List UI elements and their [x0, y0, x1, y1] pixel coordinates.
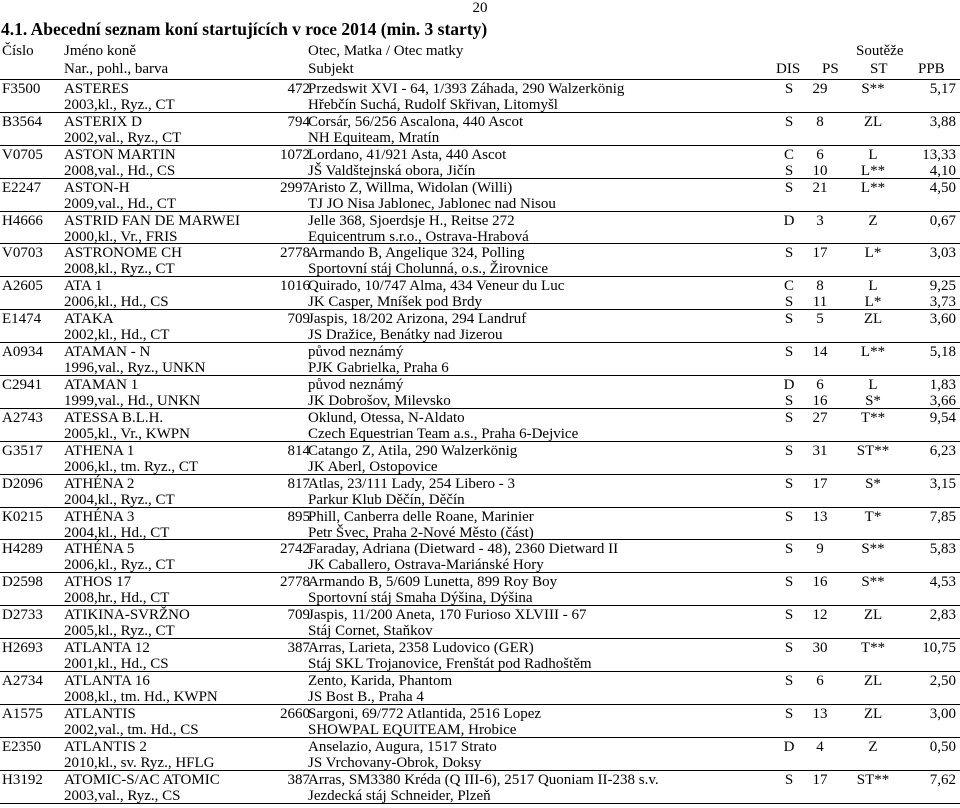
ps-1: 6 — [816, 673, 824, 690]
pedigree: Phill, Canberra delle Roane, Marinier — [308, 508, 534, 525]
horse-info: 2008,kl., tm. Hd., KWPN — [64, 689, 218, 706]
horse-id: A2734 — [2, 673, 43, 690]
horse-name: ASTON MARTIN — [64, 146, 176, 163]
table-row — [0, 179, 960, 212]
dis-1: S — [784, 640, 794, 657]
header-row-2 — [0, 60, 960, 78]
ppb-1: 3,03 — [929, 245, 956, 262]
horse-table — [0, 80, 960, 804]
st-1: ST** — [856, 771, 890, 788]
st-1: ZL — [863, 607, 883, 624]
subject: JŠ Valdštejnská obora, Jičín — [308, 162, 476, 179]
dis-1: S — [784, 344, 794, 361]
pedigree: Catango Z, Atila, 290 Walzerkönig — [308, 442, 518, 459]
subject: Jezdecká stáj Schneider, Plzeň — [308, 787, 491, 804]
dis-1: S — [784, 508, 794, 525]
dis-1: S — [784, 81, 794, 97]
pedigree: Zento, Karida, Phantom — [308, 673, 453, 690]
subject: Sportovní stáj Cholunná, o.s., Žirovnice — [308, 261, 548, 278]
horse-id: H3192 — [2, 771, 43, 788]
horse-id: A2605 — [2, 278, 43, 295]
st-1: Z — [868, 738, 878, 755]
sire-number: 895 — [287, 508, 310, 525]
horse-name: ATESSA B.L.H. — [64, 409, 164, 426]
horse-name: ATHÉNA 2 — [64, 475, 135, 492]
horse-name: ASTRID FAN DE MARWEI — [64, 212, 240, 229]
ppb-1: 5,17 — [929, 81, 956, 97]
table-row — [0, 212, 960, 245]
ppb-1: 3,15 — [929, 475, 956, 492]
st-1: S** — [861, 541, 885, 558]
ps-1: 29 — [812, 81, 828, 97]
dis-1: S — [784, 541, 794, 558]
pedigree: Armando B, Angelique 324, Polling — [308, 245, 525, 262]
horse-info: 2008,hr., Hd., CT — [64, 590, 170, 607]
sire-number: 2778 — [280, 574, 310, 591]
horse-name: ATAMAN 1 — [64, 377, 139, 394]
table-row — [0, 573, 960, 606]
horse-id: V0705 — [2, 146, 43, 163]
dis-1: C — [783, 146, 794, 163]
st-1: ZL — [863, 113, 883, 130]
table-row — [0, 771, 960, 804]
subject: Stáj SKL Trojanovice, Frenštát pod Radhoštěm — [308, 656, 592, 673]
sire-number: 2997 — [280, 179, 310, 196]
ppb-2: 3,66 — [929, 393, 956, 410]
horse-id: E2350 — [2, 738, 42, 755]
subject: JK Aberl, Ostopovice — [308, 458, 438, 475]
sire-number: 2778 — [280, 245, 310, 262]
st-2: S* — [865, 393, 881, 410]
horse-info: 2000,kl., Vr., FRIS — [64, 228, 178, 245]
header-ps: PS — [822, 61, 839, 77]
horse-name: ATLANTA 12 — [64, 640, 150, 657]
subject: Czech Equestrian Team a.s., Praha 6-Dejvice — [308, 425, 579, 442]
st-1: ZL — [863, 673, 883, 690]
ps-1: 27 — [812, 409, 828, 426]
horse-info: 1999,val., Hd., UNKN — [64, 393, 201, 410]
table-row — [0, 672, 960, 705]
sire-number: 794 — [287, 113, 310, 130]
horse-id: G3517 — [2, 442, 43, 459]
dis-1: S — [784, 245, 794, 262]
table-row — [0, 606, 960, 639]
pedigree: Arras, SM3380 Kréda (Q III-6), 2517 Quoniam II-238 s.v. — [308, 771, 659, 788]
header-subjekt: Subjekt — [308, 61, 354, 77]
table-row — [0, 508, 960, 541]
header-soutez: Soutěže — [856, 43, 904, 59]
horse-info: 2008,val., Hd., CS — [64, 162, 176, 179]
ppb-1: 3,88 — [929, 113, 956, 130]
header-row-1 — [0, 42, 960, 60]
dis-1: S — [784, 442, 794, 459]
header-jmeno: Jméno koně — [64, 43, 137, 59]
horse-name: ATA 1 — [64, 278, 103, 295]
horse-info: 2008,kl., Ryz., CT — [64, 261, 175, 278]
st-1: T* — [864, 508, 882, 525]
header-dis: DIS — [776, 61, 801, 77]
subject: TJ JO Nisa Jablonec, Jablonec nad Nisou — [308, 195, 556, 212]
ps-1: 8 — [816, 113, 824, 130]
table-row — [0, 146, 960, 179]
horse-name: ATIKINA-SVRŽNO — [64, 607, 190, 624]
horse-info: 2009,val., Hd., CT — [64, 195, 177, 212]
horse-id: D2733 — [2, 607, 43, 624]
table-row — [0, 80, 960, 113]
table-row — [0, 409, 960, 442]
pedigree: původ neznámý — [308, 344, 404, 361]
table-row — [0, 639, 960, 672]
pedigree: Corsár, 56/256 Ascalona, 440 Ascot — [308, 113, 524, 130]
ppb-1: 7,62 — [929, 771, 956, 788]
subject: NH Equiteam, Mratín — [308, 129, 440, 146]
sire-number: 2742 — [280, 541, 310, 558]
table-row — [0, 277, 960, 310]
ppb-1: 10,75 — [922, 640, 956, 657]
horse-name: ATHÉNA 3 — [64, 508, 135, 525]
pedigree: Jelle 368, Sjoerdsje H., Reitse 272 — [308, 212, 515, 229]
st-1: ZL — [863, 311, 883, 328]
horse-info: 2006,kl., Hd., CS — [64, 294, 169, 311]
subject: Stáj Cornet, Staňkov — [308, 623, 433, 640]
subject: JK Caballero, Ostrava-Mariánské Hory — [308, 557, 544, 574]
dis-1: S — [784, 475, 794, 492]
ps-1: 13 — [812, 705, 828, 722]
horse-id: H2693 — [2, 640, 43, 657]
ppb-1: 3,60 — [929, 311, 956, 328]
ps-1: 17 — [812, 475, 828, 492]
pedigree: Oklund, Otessa, N-Aldato — [308, 409, 465, 426]
horse-name: ATHOS 17 — [64, 574, 132, 591]
horse-name: ATHÉNA 5 — [64, 541, 135, 558]
pedigree: Quirado, 10/747 Alma, 434 Veneur du Luc — [308, 278, 565, 295]
horse-id: E2247 — [2, 179, 42, 196]
dis-1: C — [783, 278, 794, 295]
ppb-2: 3,73 — [929, 294, 956, 311]
horse-info: 2004,kl., Ryz., CT — [64, 491, 175, 508]
st-2: L* — [864, 294, 882, 311]
table-row — [0, 244, 960, 277]
sire-number: 709 — [287, 311, 310, 328]
pedigree: Arras, Larieta, 2358 Ludovico (GER) — [308, 640, 534, 657]
table-row — [0, 442, 960, 475]
dis-1: D — [783, 212, 795, 229]
st-1: L* — [864, 245, 882, 262]
horse-name: ASTERIX D — [64, 113, 142, 130]
subject: PJK Gabrielka, Praha 6 — [308, 360, 449, 377]
ppb-1: 3,00 — [929, 705, 956, 722]
horse-name: ATAKA — [64, 311, 114, 328]
st-1: T** — [860, 409, 886, 426]
pedigree: Atlas, 23/111 Lady, 254 Libero - 3 — [308, 475, 516, 492]
horse-name: ATOMIC-S/AC ATOMIC — [64, 771, 220, 788]
header-st: ST — [870, 61, 888, 77]
sire-number: 814 — [287, 442, 310, 459]
ppb-2: 4,10 — [929, 162, 956, 179]
dis-2: S — [784, 162, 794, 179]
ppb-1: 5,83 — [929, 541, 956, 558]
ps-2: 11 — [812, 294, 828, 311]
table-row — [0, 113, 960, 146]
ps-1: 21 — [812, 179, 828, 196]
sire-number: 1016 — [280, 278, 310, 295]
ps-1: 8 — [816, 278, 824, 295]
ps-1: 31 — [812, 442, 828, 459]
st-1: L** — [860, 179, 886, 196]
subject: JK Dobrošov, Milevsko — [308, 393, 451, 410]
ppb-1: 7,85 — [929, 508, 956, 525]
ppb-1: 1,83 — [929, 377, 956, 394]
dis-1: S — [784, 311, 794, 328]
dis-1: S — [784, 607, 794, 624]
ps-1: 30 — [812, 640, 828, 657]
horse-id: B3564 — [2, 113, 43, 130]
subject: Hřebčín Suchá, Rudolf Skřivan, Litomyšl — [308, 97, 558, 113]
horse-info: 2006,kl., tm. Ryz., CT — [64, 458, 198, 475]
subject: Equicentrum s.r.o., Ostrava-Hrabová — [308, 228, 529, 245]
horse-name: ATAMAN - N — [64, 344, 151, 361]
horse-info: 2006,kl., Ryz., CT — [64, 557, 175, 574]
dis-1: D — [783, 377, 795, 394]
ps-1: 6 — [816, 377, 824, 394]
subject: JS Vrchovany-Obrok, Doksy — [308, 754, 482, 771]
horse-info: 2005,kl., Ryz., CT — [64, 623, 175, 640]
horse-name: ATLANTA 16 — [64, 673, 150, 690]
table-row — [0, 310, 960, 343]
horse-name: ATLANTIS — [64, 705, 136, 722]
ps-1: 4 — [816, 738, 824, 755]
ps-1: 13 — [812, 508, 828, 525]
dis-2: S — [784, 393, 794, 410]
subject: JS Bost B., Praha 4 — [308, 689, 424, 706]
sire-number: 1072 — [280, 146, 310, 163]
ps-1: 14 — [812, 344, 828, 361]
horse-info: 2004,kl., Hd., CT — [64, 524, 170, 541]
ps-1: 6 — [816, 146, 824, 163]
header-ppb: PPB — [918, 61, 945, 77]
page-title: 4.1. Abecední seznam koní startujících v roce 2014 (min. 3 starty) — [1, 19, 488, 39]
sire-number: 709 — [287, 607, 310, 624]
st-1: S* — [865, 475, 881, 492]
pedigree: Jaspis, 18/202 Arizona, 294 Landruf — [308, 311, 527, 328]
pedigree: Anselazio, Augura, 1517 Strato — [308, 738, 497, 755]
sire-number: 2660 — [280, 705, 310, 722]
ps-1: 16 — [812, 574, 828, 591]
ppb-1: 2,50 — [929, 673, 956, 690]
st-1: T** — [860, 640, 886, 657]
sire-number: 472 — [287, 81, 310, 97]
pedigree: původ neznámý — [308, 377, 404, 394]
horse-info: 2002,val., Ryz., CT — [64, 129, 182, 146]
horse-id: F3500 — [2, 81, 41, 97]
horse-info: 2010,kl., sv. Ryz., HFLG — [64, 754, 215, 771]
ppb-1: 13,33 — [922, 146, 956, 163]
ps-1: 17 — [812, 245, 828, 262]
horse-id: D2096 — [2, 475, 43, 492]
horse-id: A0934 — [2, 344, 43, 361]
horse-info: 1996,val., Ryz., UNKN — [64, 360, 206, 377]
st-1: L** — [860, 344, 886, 361]
dis-1: S — [784, 409, 794, 426]
header-narozeni: Nar., pohl., barva — [64, 61, 169, 77]
ppb-1: 0,50 — [929, 738, 956, 755]
ppb-1: 0,67 — [929, 212, 956, 229]
pedigree: Faraday, Adriana (Dietward - 48), 2360 Dietward II — [308, 541, 619, 558]
horse-id: V0703 — [2, 245, 43, 262]
st-2: L** — [860, 162, 886, 179]
horse-id: E1474 — [2, 311, 42, 328]
st-1: L — [868, 278, 878, 295]
horse-id: C2941 — [2, 377, 43, 394]
pedigree: Jaspis, 11/200 Aneta, 170 Furioso XLVIII - 67 — [308, 607, 587, 624]
ppb-1: 9,54 — [929, 409, 956, 426]
sire-number: 817 — [287, 475, 310, 492]
horse-info: 2005,kl., Vr., KWPN — [64, 425, 190, 442]
dis-2: S — [784, 294, 794, 311]
horse-info: 2001,kl., Hd., CS — [64, 656, 169, 673]
dis-1: S — [784, 771, 794, 788]
horse-info: 2003,kl., Ryz., CT — [64, 97, 175, 113]
horse-info: 2002,val., tm. Hd., CS — [64, 721, 199, 738]
horse-info: 2002,kl., Hd., CT — [64, 327, 170, 344]
horse-info: 2003,val., Ryz., CS — [64, 787, 181, 804]
table-row — [0, 540, 960, 573]
horse-id: H4666 — [2, 212, 43, 229]
ps-1: 17 — [812, 771, 828, 788]
ps-2: 16 — [812, 393, 828, 410]
table-row — [0, 738, 960, 771]
subject: SHOWPAL EQUITEAM, Hrobice — [308, 721, 517, 738]
pedigree: Przedswit XVI - 64, 1/393 Záhada, 290 Walzerkönig — [308, 81, 625, 97]
ppb-1: 9,25 — [929, 278, 956, 295]
subject: JS Dražice, Benátky nad Jizerou — [308, 327, 503, 344]
ps-1: 5 — [816, 311, 824, 328]
page-number: 20 — [472, 0, 488, 16]
dis-1: S — [784, 673, 794, 690]
ps-1: 12 — [812, 607, 828, 624]
dis-1: S — [784, 179, 794, 196]
st-1: S** — [861, 574, 885, 591]
ps-2: 10 — [812, 162, 828, 179]
subject: Petr Švec, Praha 2-Nové Město (část) — [308, 524, 534, 541]
table-row — [0, 705, 960, 738]
subject: JK Casper, Mníšek pod Brdy — [308, 294, 482, 311]
header-cislo: Číslo — [2, 43, 34, 59]
st-1: L — [868, 146, 878, 163]
pedigree: Sargoni, 69/772 Atlantida, 2516 Lopez — [308, 705, 542, 722]
horse-id: D2598 — [2, 574, 43, 591]
st-1: Z — [868, 212, 878, 229]
horse-id: H4289 — [2, 541, 43, 558]
st-1: ZL — [863, 705, 883, 722]
table-row — [0, 475, 960, 508]
horse-id: A1575 — [2, 705, 43, 722]
dis-1: S — [784, 113, 794, 130]
st-1: S** — [861, 81, 885, 97]
ps-1: 9 — [816, 541, 824, 558]
ppb-1: 6,23 — [929, 442, 956, 459]
ppb-1: 2,83 — [929, 607, 956, 624]
horse-id: A2743 — [2, 409, 43, 426]
ppb-1: 4,50 — [929, 179, 956, 196]
pedigree: Lordano, 41/921 Asta, 440 Ascot — [308, 146, 507, 163]
pedigree: Armando B, 5/609 Lunetta, 899 Roy Boy — [308, 574, 558, 591]
horse-name: ASTERES — [64, 81, 130, 97]
horse-name: ASTRONOME CH — [64, 245, 182, 262]
ppb-1: 5,18 — [929, 344, 956, 361]
header-otec: Otec, Matka / Otec matky — [308, 43, 464, 59]
table-header — [0, 41, 960, 80]
horse-name: ATHENA 1 — [64, 442, 135, 459]
sire-number: 387 — [287, 640, 310, 657]
st-1: L — [868, 377, 878, 394]
dis-1: S — [784, 574, 794, 591]
subject: Parkur Klub Děčín, Děčín — [308, 491, 465, 508]
ps-1: 3 — [816, 212, 824, 229]
sire-number: 387 — [287, 771, 310, 788]
table-row — [0, 376, 960, 409]
horse-name: ASTON-H — [64, 179, 130, 196]
ppb-1: 4,53 — [929, 574, 956, 591]
st-1: ST** — [856, 442, 890, 459]
dis-1: D — [783, 738, 795, 755]
table-row — [0, 343, 960, 376]
horse-name: ATLANTIS 2 — [64, 738, 147, 755]
subject: Sportovní stáj Smaha Dýšina, Dýšina — [308, 590, 533, 607]
dis-1: S — [784, 705, 794, 722]
pedigree: Aristo Z, Willma, Widolan (Willi) — [308, 179, 513, 196]
horse-id: K0215 — [2, 508, 43, 525]
